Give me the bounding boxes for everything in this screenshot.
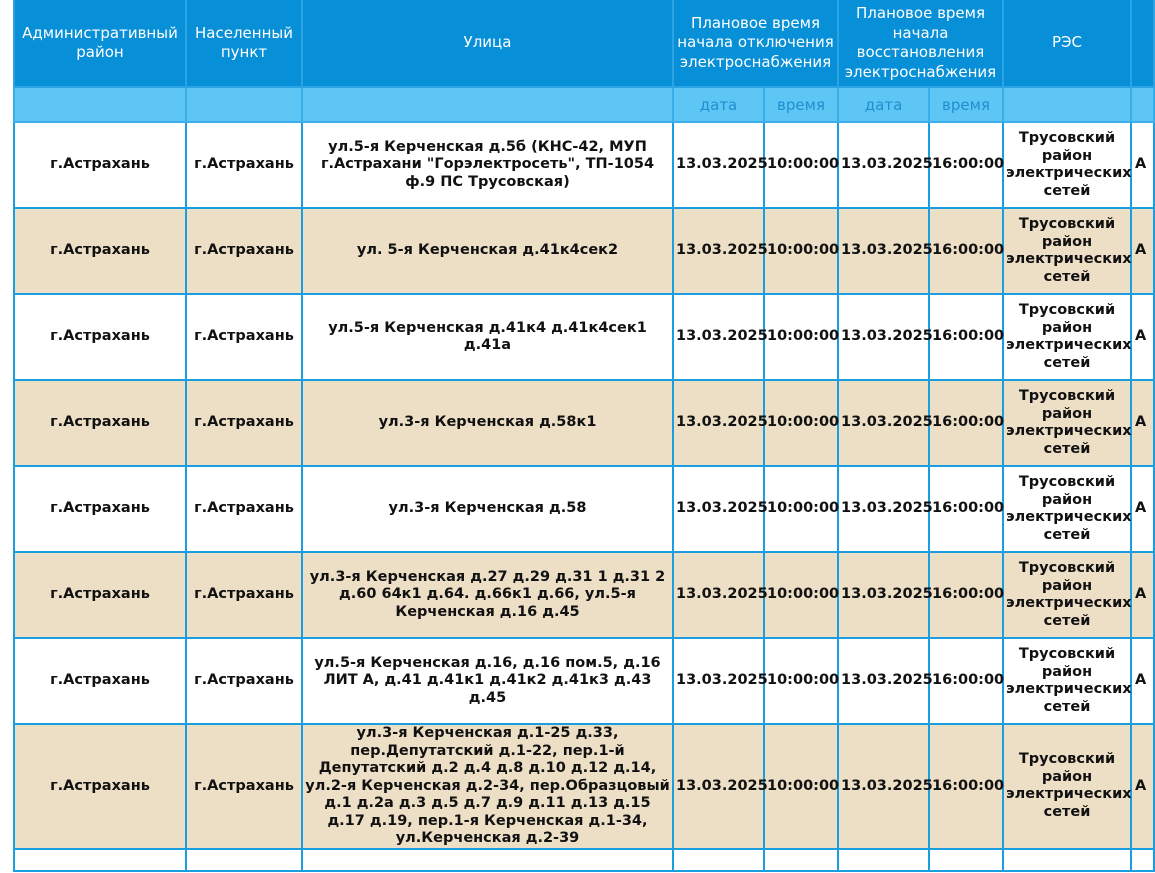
table-row (14, 724, 1154, 849)
cell-restore-date: 13.03.2025 (838, 122, 929, 208)
cell-street: ул.5-я Керченская д.41к4 д.41к4сек1 д.41а (302, 294, 673, 380)
cell-start-date: 13.03.2025 (673, 724, 764, 849)
cell-empty (929, 849, 1003, 871)
table-row (14, 122, 1154, 208)
header-street: Улица (302, 0, 673, 87)
cell-street: ул.5-я Керченская д.16, д.16 пом.5, д.16 ЛИТ А, д.41 д.41к1 д.41к2 д.41к3 д.43 д.45 (302, 638, 673, 724)
outage-schedule-table (13, 0, 1155, 872)
cell-street: ул.3-я Керченская д.1-25 д.33, пер.Депутатский д.1-22, пер.1-й Депутатский д.2 д.4 д.8 д.10 д.12 д.14, ул.2-я Керченская д.2-34, пер.Образцовый д.1 д.2а д.3 д.5 д.7 д.9 д.11 д.13 д.15 д.17 д.19, пер.1-я Керченская д.1-34, ул.Керченская д.2-39 (302, 724, 673, 849)
cell-locality: г.Астрахань (186, 552, 302, 638)
header-restore-start: Плановое время начала восстановления электроснабжения (838, 0, 1003, 87)
cell-locality: г.Астрахань (186, 638, 302, 724)
cell-restore-date: 13.03.2025 (838, 724, 929, 849)
cell-locality: г.Астрахань (186, 122, 302, 208)
cell-locality: г.Астрахань (186, 380, 302, 466)
cell-restore-time: 16:00:00 (929, 122, 1003, 208)
cell-restore-time: 16:00:00 (929, 380, 1003, 466)
cell-extra: А (1131, 724, 1154, 849)
table-row (14, 208, 1154, 294)
cell-street: ул.3-я Керченская д.58к1 (302, 380, 673, 466)
table-row (14, 294, 1154, 380)
cell-empty (14, 849, 186, 871)
cell-extra: А (1131, 122, 1154, 208)
cell-empty (1131, 849, 1154, 871)
cell-restore-time: 16:00:00 (929, 638, 1003, 724)
cell-start-date: 13.03.2025 (673, 380, 764, 466)
cell-restore-date: 13.03.2025 (838, 638, 929, 724)
cell-res: Трусовский район электрических сетей (1003, 466, 1131, 552)
cell-start-time: 10:00:00 (764, 122, 838, 208)
cell-start-time: 10:00:00 (764, 294, 838, 380)
cell-start-date: 13.03.2025 (673, 552, 764, 638)
cell-restore-date: 13.03.2025 (838, 552, 929, 638)
table-row (14, 466, 1154, 552)
cell-restore-date: 13.03.2025 (838, 466, 929, 552)
subheader-empty (1003, 87, 1131, 122)
header-district: Административный район (14, 0, 186, 87)
cell-empty (673, 849, 764, 871)
cell-extra: А (1131, 294, 1154, 380)
cell-empty (764, 849, 838, 871)
cell-empty (838, 849, 929, 871)
cell-start-time: 10:00:00 (764, 380, 838, 466)
cell-district: г.Астрахань (14, 638, 186, 724)
cell-restore-date: 13.03.2025 (838, 294, 929, 380)
cell-locality: г.Астрахань (186, 208, 302, 294)
cell-extra: А (1131, 466, 1154, 552)
cell-start-time: 10:00:00 (764, 638, 838, 724)
cell-start-date: 13.03.2025 (673, 208, 764, 294)
cell-empty (302, 849, 673, 871)
cell-res: Трусовский район электрических сетей (1003, 380, 1131, 466)
subheader-restore-time: время (929, 87, 1003, 122)
cell-district: г.Астрахань (14, 380, 186, 466)
cell-street: ул.3-я Керченская д.58 (302, 466, 673, 552)
table-row (14, 638, 1154, 724)
subheader-row (14, 87, 1154, 122)
cell-extra: А (1131, 380, 1154, 466)
cell-start-time: 10:00:00 (764, 724, 838, 849)
cell-restore-time: 16:00:00 (929, 724, 1003, 849)
cell-restore-time: 16:00:00 (929, 466, 1003, 552)
cell-res: Трусовский район электрических сетей (1003, 208, 1131, 294)
cell-district: г.Астрахань (14, 466, 186, 552)
cell-restore-time: 16:00:00 (929, 552, 1003, 638)
cell-empty (1003, 849, 1131, 871)
subheader-empty (1131, 87, 1154, 122)
cell-locality: г.Астрахань (186, 294, 302, 380)
subheader-start-date: дата (673, 87, 764, 122)
cell-district: г.Астрахань (14, 122, 186, 208)
cell-empty (186, 849, 302, 871)
cell-start-date: 13.03.2025 (673, 638, 764, 724)
header-res: РЭС (1003, 0, 1131, 87)
cell-district: г.Астрахань (14, 208, 186, 294)
subheader-restore-date: дата (838, 87, 929, 122)
cell-start-time: 10:00:00 (764, 552, 838, 638)
cell-street: ул.3-я Керченская д.27 д.29 д.31 1 д.31 2 д.60 64к1 д.64. д.66к1 д.66, ул.5-я Керченская д.16 д.45 (302, 552, 673, 638)
subheader-empty (302, 87, 673, 122)
cell-locality: г.Астрахань (186, 724, 302, 849)
cell-extra: А (1131, 638, 1154, 724)
cell-start-date: 13.03.2025 (673, 294, 764, 380)
header-locality: Населенный пункт (186, 0, 302, 87)
table-row (14, 380, 1154, 466)
cell-street: ул.5-я Керченская д.5б (КНС-42, МУП г.Астрахани "Горэлектросеть", ТП-1054 ф.9 ПС Трусовская) (302, 122, 673, 208)
subheader-start-time: время (764, 87, 838, 122)
cell-start-date: 13.03.2025 (673, 466, 764, 552)
cell-restore-time: 16:00:00 (929, 208, 1003, 294)
header-row (14, 0, 1154, 87)
cell-locality: г.Астрахань (186, 466, 302, 552)
cell-street: ул. 5-я Керченская д.41к4сек2 (302, 208, 673, 294)
cell-start-time: 10:00:00 (764, 208, 838, 294)
cell-start-time: 10:00:00 (764, 466, 838, 552)
cell-extra: А (1131, 552, 1154, 638)
cell-district: г.Астрахань (14, 724, 186, 849)
cell-res: Трусовский район электрических сетей (1003, 552, 1131, 638)
header-outage-start: Плановое время начала отключения электроснабжения (673, 0, 838, 87)
cell-res: Трусовский район электрических сетей (1003, 122, 1131, 208)
cell-res: Трусовский район электрических сетей (1003, 638, 1131, 724)
cell-restore-date: 13.03.2025 (838, 208, 929, 294)
cell-district: г.Астрахань (14, 552, 186, 638)
header-extra (1131, 0, 1154, 87)
cell-start-date: 13.03.2025 (673, 122, 764, 208)
cell-res: Трусовский район электрических сетей (1003, 294, 1131, 380)
cell-district: г.Астрахань (14, 294, 186, 380)
cell-restore-time: 16:00:00 (929, 294, 1003, 380)
cell-res: Трусовский район электрических сетей (1003, 724, 1131, 849)
table-row (14, 552, 1154, 638)
table-row (14, 849, 1154, 871)
subheader-empty (186, 87, 302, 122)
subheader-empty (14, 87, 186, 122)
cell-extra: А (1131, 208, 1154, 294)
cell-restore-date: 13.03.2025 (838, 380, 929, 466)
